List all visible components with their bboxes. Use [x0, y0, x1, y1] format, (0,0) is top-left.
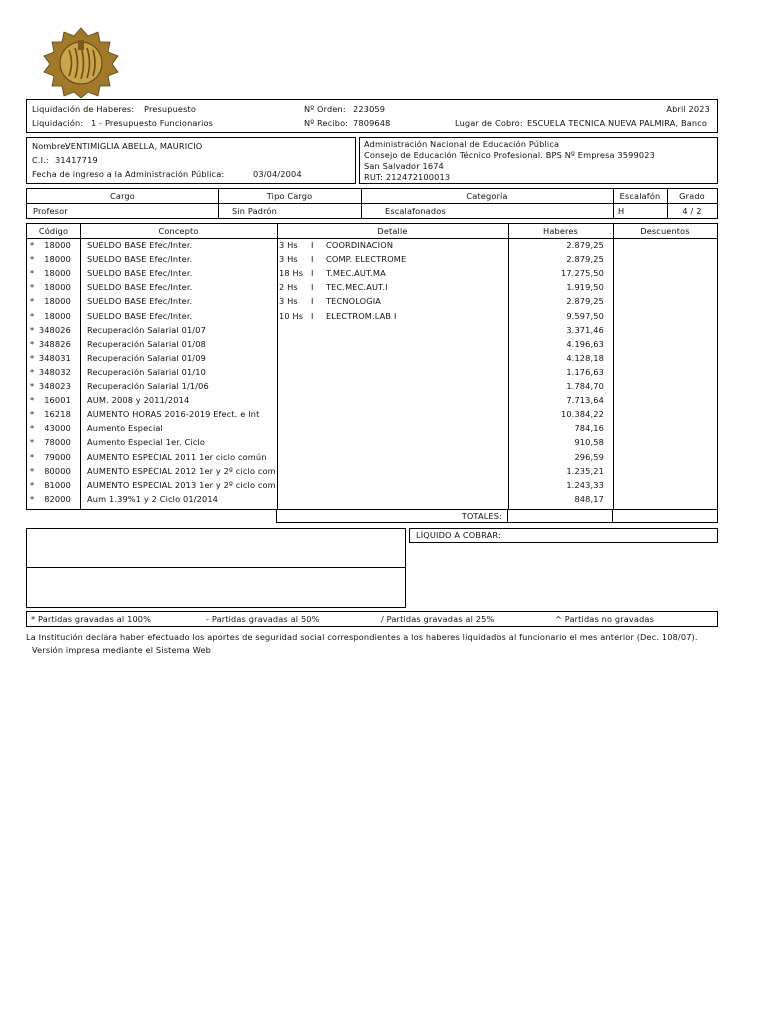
descuentos-header: Descuentos — [640, 226, 690, 236]
row-mark: * — [30, 268, 35, 279]
row-concepto: Aumento Especial 1er. Ciclo — [87, 437, 206, 448]
table-row — [27, 324, 717, 338]
row-code: 18000 — [44, 240, 71, 250]
declaration-text: La Institución declara haber efectuado los aportes de seguridad social correspondientes a los haberes liquidados al funcionario el mes anterior (Dec. 108/07). — [26, 632, 698, 642]
row-code: 81000 — [44, 479, 71, 490]
row-haberes: 2.879,25 — [566, 254, 604, 265]
row-code: 16218 — [44, 409, 71, 420]
row-haberes: 1.784,70 — [566, 381, 604, 391]
row-separator: I — [311, 254, 314, 265]
row-code: 18000 — [44, 254, 71, 265]
row-haberes: 4.128,18 — [566, 352, 604, 363]
row-code: 80000 — [44, 465, 71, 476]
liquido-label: LÍQUIDO A COBRAR: — [416, 530, 501, 540]
row-mark: * — [30, 479, 35, 490]
row-haberes: 1.919,50 — [566, 282, 604, 293]
legend-100: * Partidas gravadas al 100% — [31, 614, 152, 624]
table-row — [27, 281, 717, 295]
table-row — [27, 338, 717, 352]
cargo-value: Profesor — [33, 206, 68, 216]
row-haberes: 7.713,64 — [566, 395, 604, 406]
grado-header: Grado — [679, 191, 705, 201]
liq-haberes-value: Presupuesto — [144, 104, 197, 114]
row-haberes: 848,17 — [574, 493, 604, 504]
table-row — [27, 408, 717, 422]
row-hours: 2 Hs — [279, 282, 298, 293]
row-mark: * — [30, 338, 35, 349]
row-mark: * — [30, 451, 35, 462]
row-mark: * — [30, 381, 35, 391]
row-code: 43000 — [44, 423, 71, 434]
row-detalle: TECNOLOGIA — [326, 296, 382, 307]
table-row — [27, 366, 717, 380]
row-haberes: 3.371,46 — [566, 324, 604, 335]
cargo-header: Cargo — [110, 191, 135, 201]
escalafon-header: Escalafón — [619, 191, 661, 201]
row-code: 79000 — [44, 451, 71, 462]
table-row — [27, 465, 717, 479]
row-code: 18000 — [44, 282, 71, 293]
row-code: 18000 — [44, 268, 71, 279]
row-concepto: SUELDO BASE Efec/Inter. — [87, 254, 193, 265]
employer-line4: RUT: 212472100013 — [364, 172, 451, 182]
table-row — [27, 267, 717, 281]
table-row — [27, 451, 717, 465]
orden-label: Nº Orden: — [304, 104, 346, 114]
row-mark: * — [30, 493, 35, 504]
totales-label: TOTALES: — [461, 511, 502, 521]
row-concepto: Recuperación Salarial 01/10 — [87, 366, 206, 377]
row-hours: 3 Hs — [279, 254, 298, 265]
liquidacion-value: 1 - Presupuesto Funcionarios — [91, 118, 214, 128]
table-row — [27, 253, 717, 267]
row-mark: * — [30, 352, 35, 363]
row-mark: * — [30, 240, 35, 250]
institution-logo-icon — [38, 26, 124, 98]
row-concepto: Recuperación Salarial 1/1/06 — [87, 381, 209, 391]
row-code: 82000 — [44, 493, 71, 504]
row-concepto: AUMENTO HORAS 2016-2019 Efect. e Int — [87, 409, 260, 420]
recibo-value: 7809648 — [353, 118, 391, 128]
row-haberes: 1.243,33 — [566, 479, 604, 490]
cargo-table — [26, 188, 718, 219]
row-concepto: Aumento Especial — [87, 423, 163, 434]
row-detalle: COORDINACION — [326, 240, 394, 250]
orden-value: 223059 — [353, 104, 386, 114]
row-mark: * — [30, 395, 35, 406]
table-row — [27, 310, 717, 324]
recibo-label: Nº Recibo: — [304, 118, 349, 128]
ci-value: 31417719 — [55, 155, 98, 165]
lugar-label: Lugar de Cobro: — [455, 118, 523, 128]
row-concepto: SUELDO BASE Efec/Inter. — [87, 282, 193, 293]
row-concepto: Aum 1.39%1 y 2 Ciclo 01/2014 — [87, 493, 219, 504]
employer-box — [359, 137, 718, 184]
row-concepto: AUMENTO ESPECIAL 2012 1er y 2º ciclo com — [87, 465, 276, 476]
row-mark: * — [30, 254, 35, 265]
detalle-header: Detalle — [377, 226, 408, 236]
row-separator: I — [311, 296, 314, 307]
period: Abril 2023 — [666, 104, 710, 114]
categoria-value: Escalafonados — [385, 206, 446, 216]
row-haberes: 2.879,25 — [566, 240, 604, 250]
items-table — [26, 223, 718, 510]
liq-haberes-label: Liquidación de Haberes: — [32, 104, 135, 114]
row-code: 18000 — [44, 296, 71, 307]
row-concepto: AUMENTO ESPECIAL 2013 1er y 2º ciclo com — [87, 479, 276, 490]
table-row — [27, 479, 717, 493]
row-concepto: Recuperación Salarial 01/08 — [87, 338, 206, 349]
categoria-header: Categoría — [466, 191, 508, 201]
row-detalle: T.MEC.AUT.MA — [326, 268, 386, 279]
table-row — [27, 436, 717, 450]
employee-box — [26, 137, 356, 184]
row-code: 16001 — [44, 395, 71, 406]
liquido-box — [409, 528, 718, 543]
ingreso-label: Fecha de ingreso a la Administración Pública: — [32, 169, 225, 179]
row-mark: * — [30, 465, 35, 476]
notes-box-bottom — [26, 567, 406, 608]
lugar-value: ESCUELA TECNICA NUEVA PALMIRA, Banco — [527, 118, 708, 128]
tipo-cargo-header: Tipo Cargo — [266, 191, 313, 201]
row-haberes: 4.196,63 — [566, 338, 604, 349]
row-hours: 10 Hs — [279, 310, 304, 321]
nombre-value: VENTIMIGLIA ABELLA, MAURICIO — [65, 141, 203, 151]
row-separator: I — [311, 240, 314, 250]
row-code: 348032 — [38, 366, 71, 377]
notes-box-top — [26, 528, 406, 568]
row-concepto: SUELDO BASE Efec/Inter. — [87, 296, 193, 307]
row-detalle: TEC.MEC.AUT.I — [326, 282, 388, 293]
row-code: 348026 — [38, 324, 71, 335]
employer-line1: Administración Nacional de Educación Pública — [364, 139, 560, 149]
row-haberes: 784,16 — [574, 423, 604, 434]
row-mark: * — [30, 423, 35, 434]
table-row — [27, 380, 717, 394]
table-row — [27, 394, 717, 408]
row-concepto: Recuperación Salarial 01/09 — [87, 352, 206, 363]
row-hours: 3 Hs — [279, 296, 298, 307]
row-mark: * — [30, 282, 35, 293]
employer-line3: San Salvador 1674 — [364, 161, 444, 171]
row-concepto: Recuperación Salarial 01/07 — [87, 324, 206, 335]
row-separator: I — [311, 268, 314, 279]
row-haberes: 17.275,50 — [560, 268, 604, 279]
row-mark: * — [30, 437, 35, 448]
row-haberes: 10.384,22 — [560, 409, 604, 420]
ci-label: C.I.: — [32, 155, 49, 165]
row-mark: * — [30, 310, 35, 321]
row-hours: 18 Hs — [279, 268, 304, 279]
ingreso-value: 03/04/2004 — [253, 169, 302, 179]
row-code: 348023 — [38, 381, 71, 391]
row-haberes: 9.597,50 — [566, 310, 604, 321]
row-mark: * — [30, 409, 35, 420]
liquidacion-label: Liquidación: — [32, 118, 84, 128]
row-haberes: 296,59 — [574, 451, 604, 462]
legend-no: ^ Partidas no gravadas — [555, 614, 655, 624]
row-concepto: SUELDO BASE Efec/Inter. — [87, 310, 193, 321]
table-row — [27, 422, 717, 436]
table-row — [27, 352, 717, 366]
tipo-cargo-value: Sin Padrón — [232, 206, 277, 216]
row-concepto: SUELDO BASE Efec/Inter. — [87, 268, 193, 279]
row-haberes: 910,58 — [574, 437, 604, 448]
row-haberes: 1.176,63 — [566, 366, 604, 377]
row-code: 348826 — [38, 338, 71, 349]
header-box — [26, 99, 718, 133]
grado-value: 4 / 2 — [682, 206, 702, 216]
table-row — [27, 493, 717, 507]
haberes-header: Haberes — [543, 226, 578, 236]
row-concepto: SUELDO BASE Efec/Inter. — [87, 240, 193, 250]
table-row — [27, 295, 717, 309]
table-row — [27, 239, 717, 253]
row-haberes: 2.879,25 — [566, 296, 604, 307]
row-haberes: 1.235,21 — [566, 465, 604, 476]
row-separator: I — [311, 282, 314, 293]
employer-line2: Consejo de Educación Técnico Profesional. BPS Nº Empresa 3599023 — [364, 150, 655, 160]
version-text: Versión impresa mediante el Sistema Web — [32, 645, 212, 655]
escalafon-value: H — [618, 206, 625, 216]
row-code: 78000 — [44, 437, 71, 448]
row-code: 18000 — [44, 310, 71, 321]
codigo-header: Código — [38, 226, 69, 236]
totales-row — [276, 509, 718, 523]
row-hours: 3 Hs — [279, 240, 298, 250]
legend-50: - Partidas gravadas al 50% — [206, 614, 320, 624]
concepto-header: Concepto — [158, 226, 199, 236]
row-detalle: COMP. ELECTROME — [326, 254, 407, 265]
legend-box — [26, 611, 718, 627]
row-detalle: ELECTROM.LAB I — [326, 310, 397, 321]
row-mark: * — [30, 324, 35, 335]
row-code: 348031 — [38, 352, 71, 363]
nombre-label: Nombre: — [32, 141, 69, 151]
row-concepto: AUM. 2008 y 2011/2014 — [87, 395, 190, 406]
row-concepto: AUMENTO ESPECIAL 2011 1er ciclo común — [87, 451, 267, 462]
row-mark: * — [30, 296, 35, 307]
row-separator: I — [311, 310, 314, 321]
row-mark: * — [30, 366, 35, 377]
legend-25: / Partidas gravadas al 25% — [381, 614, 495, 624]
